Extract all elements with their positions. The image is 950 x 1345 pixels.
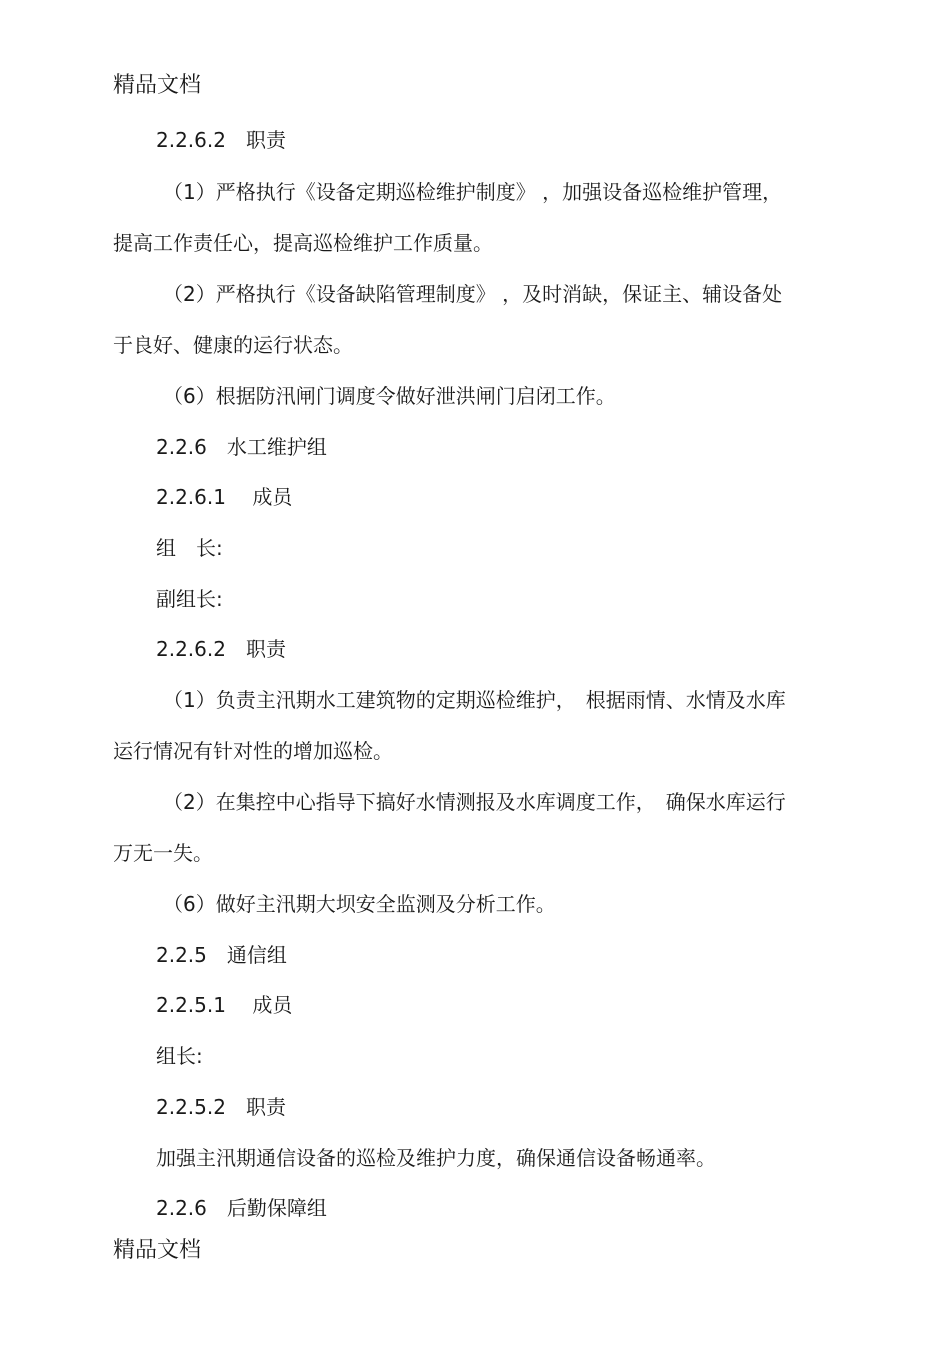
section-heading: 2.2.5.1 成员 [156, 993, 293, 1017]
page-footer: 精品文档 [113, 1238, 202, 1263]
paragraph-line: 提高工作责任心，提高巡检维护工作质量。 [113, 231, 493, 255]
section-heading: 2.2.6.1 成员 [156, 485, 293, 509]
field-label: 组长: [156, 1044, 203, 1068]
section-heading: 2.2.6.2 职责 [156, 637, 286, 661]
section-heading: 2.2.6 后勤保障组 [156, 1196, 327, 1220]
section-heading: 2.2.6 水工维护组 [156, 435, 327, 459]
paragraph-line: （2）严格执行《设备缺陷管理制度》 ，及时消缺，保证主、辅设备处 [163, 282, 783, 306]
paragraph-line: （6）根据防汛闸门调度令做好泄洪闸门启闭工作。 [163, 384, 616, 408]
paragraph-line: （6）做好主汛期大坝安全监测及分析工作。 [163, 892, 556, 916]
paragraph-line: （1）严格执行《设备定期巡检维护制度》 ，加强设备巡检维护管理， [163, 180, 783, 204]
section-heading: 2.2.5.2 职责 [156, 1095, 286, 1119]
field-label: 组 长: [156, 536, 223, 560]
field-label: 副组长: [156, 587, 223, 611]
section-heading: 2.2.6.2 职责 [156, 128, 286, 152]
paragraph-line: 万无一失。 [113, 841, 213, 865]
paragraph-line: 于良好、健康的运行状态。 [113, 333, 353, 357]
section-heading: 2.2.5 通信组 [156, 943, 287, 967]
paragraph-line: （2）在集控中心指导下搞好水情测报及水库调度工作， 确保水库运行 [163, 790, 786, 814]
page-header: 精品文档 [113, 73, 202, 98]
paragraph-line: 运行情况有针对性的增加巡检。 [113, 739, 393, 763]
paragraph-line: （1）负责主汛期水工建筑物的定期巡检维护， 根据雨情、水情及水库 [163, 688, 786, 712]
paragraph-line: 加强主汛期通信设备的巡检及维护力度，确保通信设备畅通率。 [156, 1146, 716, 1170]
